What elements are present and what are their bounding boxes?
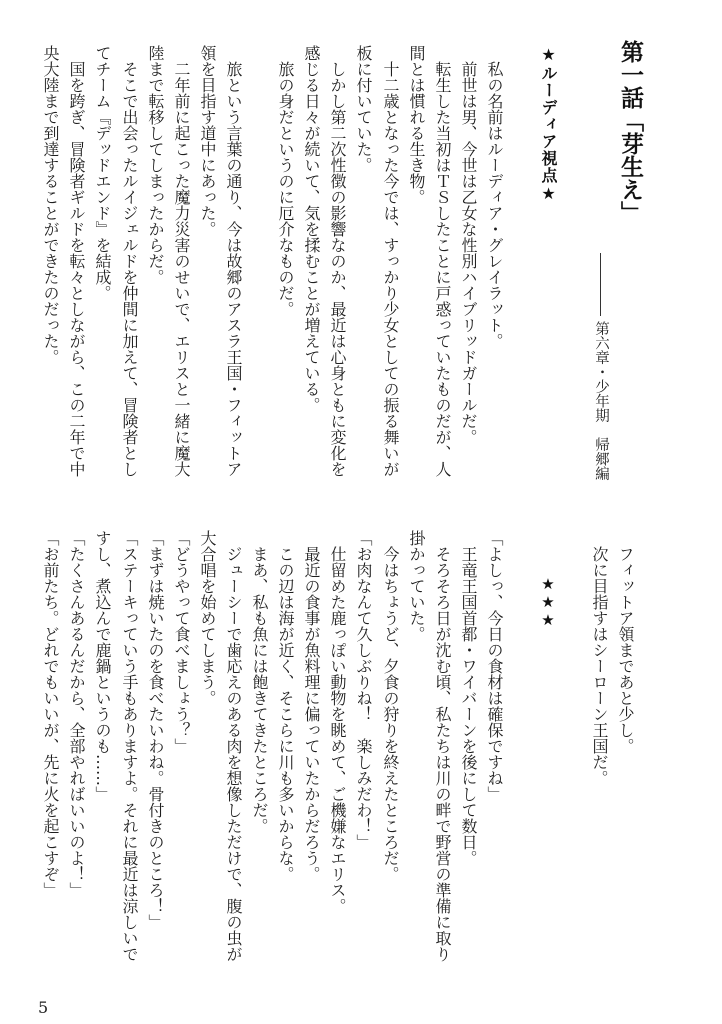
text-column: 「お肉なんて久しぶりね！ 楽しみだわ！」: [354, 530, 373, 850]
text-column: 央大陸まで到達することができたのだった。: [41, 45, 60, 365]
text-column: 「どうやって食べましょう？」: [172, 530, 191, 754]
text-column: 転生した当初はＴＳしたことに戸惑っていたものだが、人: [433, 61, 452, 477]
text-column: まあ、私も魚には飽きてきたところだ。: [250, 546, 269, 834]
text-column: フィットア領まであと少し。: [616, 546, 635, 754]
text-column: 感じる日々が続いて、気を揉むことが増えている。: [302, 45, 321, 413]
text-column: ジューシーで歯応えのある肉を想像しただけで、腹の虫が: [224, 546, 243, 962]
text-column: てチーム『デッドエンド』を結成。: [93, 45, 112, 301]
text-column: そこで出会ったルイジェルドを仲間に加えて、冒険者とし: [120, 61, 139, 477]
text-column: 次に目指すはシーローン王国だ。: [590, 546, 609, 786]
scene-break-stars: ★★★: [539, 575, 557, 629]
page-number: 5: [38, 998, 49, 1017]
text-column: そろそろ日が沈む頃、私たちは川の畔で野営の準備に取り: [433, 546, 452, 962]
text-column: 領を目指す道中にあった。: [198, 45, 217, 237]
text-column: 大合唱を始めてしまう。: [198, 530, 217, 706]
text-column: 陸まで転移してしまったからだ。: [146, 45, 165, 285]
text-column: 国を跨ぎ、冒険者ギルドを転々としながら、この二年で中: [67, 61, 86, 477]
text-column: 「ステーキっていう手もありますよ。それに最近は涼しいで: [120, 530, 139, 962]
text-column: すし、煮込んで鹿鍋というのも……」: [93, 530, 112, 802]
text-column: 間とは慣れる生き物。: [407, 45, 426, 205]
text-column: 王竜王国首都・ワイバーンを後にして数日。: [459, 546, 478, 866]
text-column: この辺は海が近く、そこらに川も多いからな。: [276, 546, 295, 882]
text-column: 十二歳となった今では、すっかり少女としての振る舞いが: [381, 61, 400, 477]
chapter-subtitle: 第六章・少年期 帰郷編: [593, 321, 609, 481]
text-column: 今はちょうど、夕食の狩りを終えたところだ。: [381, 546, 400, 882]
text-column: しかし第二次性徴の影響なのか、最近は心身ともに変化を: [328, 61, 347, 477]
pov-header: ★ルーディア視点★: [539, 45, 558, 204]
text-column: 旅という言葉の通り、今は故郷のアスラ王国・フィットア: [224, 61, 243, 477]
chapter-title: 第一話「芽生え」: [617, 40, 643, 224]
text-column: 私の名前はルーディア・グレイラット。: [485, 61, 504, 349]
text-column: 「たくさんあるんだから、全部やればいいのよ！」: [67, 530, 86, 898]
text-column: 仕留めた鹿っぽい動物を眺めて、ご機嫌なエリス。: [328, 546, 347, 914]
text-column: 「よしっ、今日の食材は確保ですね」: [485, 530, 504, 802]
text-column: 旅の身だというのに厄介なものだ。: [276, 61, 295, 317]
text-column: 板に付いていた。: [354, 45, 373, 173]
text-column: 前世は男、今世は乙女な性別ハイブリッドガールだ。: [459, 61, 478, 445]
text-column: 最近の食事が魚料理に偏っていたからだろう。: [302, 546, 321, 882]
text-column: 「まずは焼いたのを食べたいわね。骨付きのところ！」: [146, 530, 165, 930]
text-column: 「お前たち。どれでもいいが、先に火を起こすぞ」: [41, 530, 60, 898]
dash-rule: [600, 253, 601, 316]
text-column: 二年前に起こった魔力災害のせいで、エリスと一緒に魔大: [172, 61, 191, 477]
text-column: 掛かっていた。: [407, 530, 426, 642]
